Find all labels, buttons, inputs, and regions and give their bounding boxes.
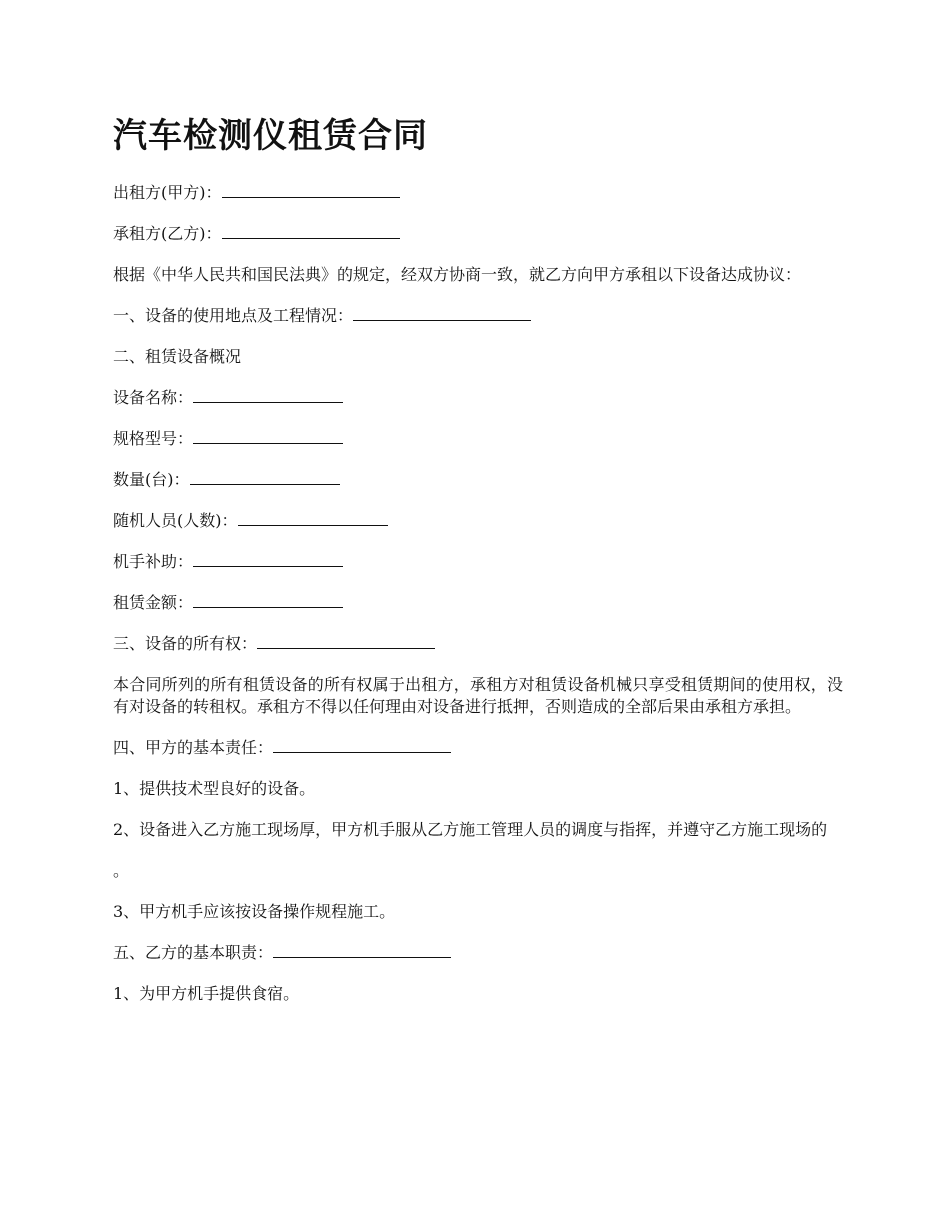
section2-heading: 二、租赁设备概况: [113, 347, 242, 366]
lessor-label: 出租方(甲方)：: [113, 183, 222, 202]
equipment-name-line: [113, 387, 843, 409]
section3-paragraph: 本合同所列的所有租赁设备的所有权属于出租方，承租方对租赁设备机械只享受租赁期间的使用权，没有对设备的转租权。承租方不得以任何理由对设备进行抵押，否则造成的全部后果由承租方承担。: [113, 675, 843, 716]
section1-blank: [353, 305, 531, 321]
section4-item-1: 1、提供技术型良好的设备。: [113, 779, 316, 798]
lessee-blank: [222, 223, 400, 239]
quantity-label: 数量(台)：: [113, 470, 190, 489]
quantity-line: [113, 469, 843, 491]
model-label: 规格型号：: [113, 429, 194, 448]
rent-amount-blank: [193, 592, 343, 608]
lessor-blank: [222, 182, 400, 198]
model-blank: [193, 428, 343, 444]
section4-line: [113, 737, 843, 759]
section5-item-1: 1、为甲方机手提供食宿。: [113, 984, 300, 1003]
section1-label: 一、设备的使用地点及工程情况：: [113, 306, 354, 325]
section3-blank: [257, 633, 435, 649]
lessee-label: 承租方(乙方)：: [113, 224, 222, 243]
equipment-name-label: 设备名称：: [113, 388, 194, 407]
document-body: [113, 112, 843, 1024]
model-line: [113, 428, 843, 450]
section3-line: [113, 633, 843, 655]
staff-line: [113, 510, 843, 532]
section4-item-2: 2、设备进入乙方施工现场厚，甲方机手服从乙方施工管理人员的调度与指挥，并遵守乙方施工现场的: [113, 820, 828, 839]
equipment-name-blank: [193, 387, 343, 403]
section5-blank: [273, 942, 451, 958]
section1-line: [113, 305, 843, 327]
section5-line: [113, 942, 843, 964]
staff-label: 随机人员(人数)：: [113, 511, 238, 530]
section3-label: 三、设备的所有权：: [113, 634, 258, 653]
lessee-line: [113, 223, 843, 245]
quantity-blank: [190, 469, 340, 485]
preamble-paragraph: 根据《中华人民共和国民法典》的规定，经双方协商一致，就乙方向甲方承租以下设备达成协议：: [113, 265, 802, 284]
section4-item-2-continuation: 。: [113, 861, 130, 880]
operator-subsidy-line: [113, 551, 843, 573]
section4-label: 四、甲方的基本责任：: [113, 738, 274, 757]
operator-subsidy-blank: [193, 551, 343, 567]
section4-blank: [273, 737, 451, 753]
section5-label: 五、乙方的基本职责：: [113, 943, 274, 962]
operator-subsidy-label: 机手补助：: [113, 552, 194, 571]
rent-amount-line: [113, 592, 843, 614]
staff-blank: [238, 510, 388, 526]
rent-amount-label: 租赁金额：: [113, 593, 194, 612]
document-title: 汽车检测仪租赁合同: [113, 116, 428, 156]
section4-item-3: 3、甲方机手应该按设备操作规程施工。: [113, 902, 396, 921]
lessor-line: [113, 182, 843, 204]
